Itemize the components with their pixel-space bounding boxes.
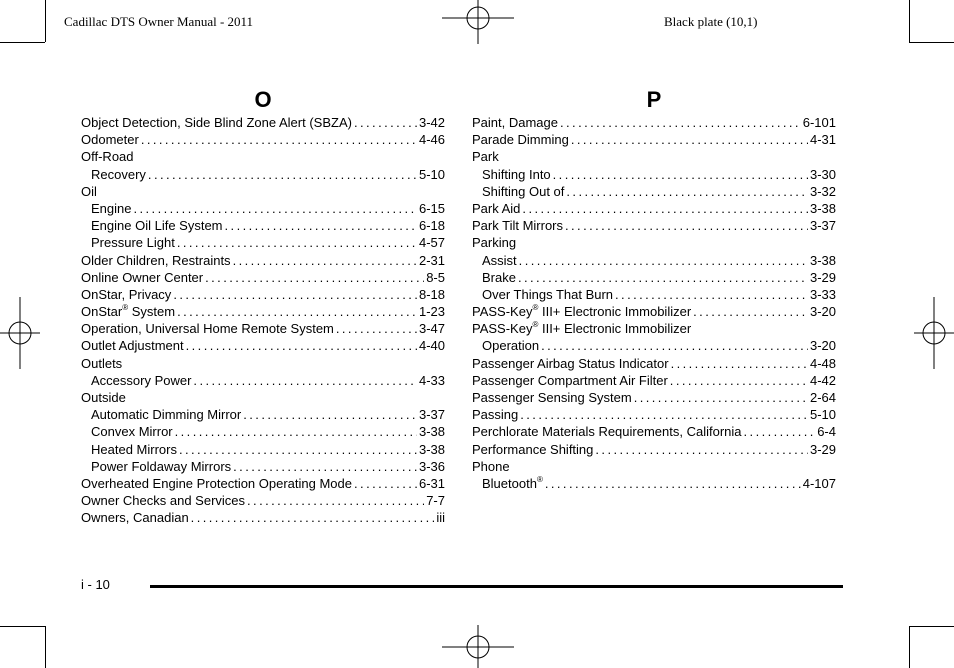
registration-mark-top bbox=[442, 0, 514, 44]
entry-name bbox=[472, 217, 563, 234]
crop-mark bbox=[0, 626, 45, 627]
entry-page-ref[interactable]: 8-5 bbox=[426, 269, 445, 285]
entry-page-ref[interactable]: 3-37 bbox=[809, 218, 836, 234]
index-entry bbox=[81, 166, 445, 183]
entry-name bbox=[91, 441, 177, 458]
entry-name bbox=[91, 166, 146, 183]
crop-mark bbox=[909, 42, 954, 43]
entry-name-text: Passenger Sensing System bbox=[472, 390, 632, 405]
entry-name bbox=[472, 406, 518, 423]
index-entry bbox=[81, 337, 445, 354]
dot-leader bbox=[141, 131, 417, 148]
index-entry bbox=[81, 269, 445, 286]
registration-mark-right bbox=[914, 297, 954, 369]
entry-name-text: Park bbox=[472, 149, 499, 165]
entry-name bbox=[81, 320, 334, 337]
dot-leader bbox=[336, 320, 417, 337]
entry-name-text: Oil bbox=[81, 183, 97, 199]
entry-name-text: Engine bbox=[91, 200, 132, 216]
entry-name-text: Automatic Dimming Mirror bbox=[91, 407, 242, 423]
entry-page-ref[interactable]: 3-38 bbox=[809, 200, 836, 216]
entry-name bbox=[482, 183, 564, 200]
crop-mark bbox=[45, 626, 46, 668]
index-entry bbox=[81, 252, 445, 269]
dot-leader bbox=[519, 252, 808, 269]
index-entry bbox=[472, 372, 836, 389]
entry-page-ref[interactable]: 6-101 bbox=[802, 115, 836, 130]
crop-mark bbox=[0, 42, 45, 43]
dot-leader bbox=[522, 200, 808, 217]
index-entry bbox=[81, 148, 445, 165]
index-entry bbox=[81, 372, 445, 389]
index-entry bbox=[472, 423, 836, 440]
index-entry bbox=[81, 303, 445, 320]
entry-name bbox=[81, 475, 352, 492]
index-entry bbox=[472, 286, 836, 303]
index-entry bbox=[472, 406, 836, 423]
index-column-o bbox=[81, 87, 445, 527]
entry-name-text: Older Children, Restraints bbox=[81, 252, 231, 268]
crop-mark bbox=[909, 626, 910, 668]
entry-name bbox=[91, 458, 231, 475]
entry-name bbox=[472, 114, 558, 131]
index-entry bbox=[81, 183, 445, 200]
entry-name bbox=[81, 148, 134, 165]
index-entry bbox=[81, 509, 445, 526]
dot-leader bbox=[744, 423, 816, 440]
entry-page-ref[interactable]: 3-20 bbox=[809, 338, 836, 354]
index-entry bbox=[472, 131, 836, 148]
index-entry bbox=[81, 475, 445, 492]
entry-page-ref[interactable]: 3-20 bbox=[809, 304, 836, 320]
entry-name bbox=[81, 337, 184, 354]
dot-leader bbox=[186, 337, 417, 354]
entry-page-ref[interactable]: 5-10 bbox=[418, 166, 445, 182]
entry-name bbox=[472, 458, 510, 475]
entry-name-text: PASS-Key bbox=[472, 304, 533, 320]
entry-page-ref[interactable]: 5-10 bbox=[809, 407, 836, 423]
entry-name bbox=[472, 372, 668, 389]
index-entry bbox=[472, 200, 836, 217]
dot-leader bbox=[233, 458, 417, 475]
index-entry bbox=[81, 423, 445, 440]
entry-page-ref[interactable]: 1-23 bbox=[418, 304, 445, 320]
section-letter-p: P bbox=[646, 87, 662, 112]
entry-page-ref[interactable]: 2-31 bbox=[418, 252, 445, 268]
entry-name-text: OnStar bbox=[81, 304, 123, 320]
index-entry bbox=[472, 269, 836, 286]
entry-name bbox=[91, 200, 131, 217]
index-entry bbox=[81, 200, 445, 217]
registered-mark: ® bbox=[532, 303, 539, 313]
index-entry bbox=[472, 458, 836, 475]
registration-mark-bottom bbox=[442, 625, 514, 668]
dot-leader bbox=[518, 269, 808, 286]
entry-name bbox=[91, 372, 191, 389]
entry-page-ref[interactable]: 3-29 bbox=[809, 269, 836, 285]
entry-name-text: Off-Road bbox=[81, 149, 134, 165]
entry-name-text: Paint, Damage bbox=[472, 115, 558, 130]
page-number: i - 10 bbox=[81, 577, 110, 592]
entry-name bbox=[91, 406, 241, 423]
entry-page-ref[interactable]: 4-40 bbox=[418, 338, 445, 354]
entry-name bbox=[482, 166, 551, 183]
entry-name bbox=[472, 320, 691, 337]
index-entry bbox=[472, 148, 836, 165]
entry-page-ref[interactable]: iii bbox=[436, 510, 445, 526]
section-letter-o: O bbox=[254, 87, 272, 112]
dot-leader bbox=[191, 509, 435, 526]
entry-name-text: Heated Mirrors bbox=[91, 441, 177, 457]
index-entry bbox=[81, 492, 445, 509]
entry-page-ref[interactable]: 3-37 bbox=[418, 407, 445, 423]
entry-name-text: PASS-Key bbox=[472, 321, 533, 337]
entry-name bbox=[81, 114, 352, 131]
entry-name-text: Bluetooth bbox=[482, 475, 537, 491]
dot-leader bbox=[354, 475, 417, 492]
index-entry bbox=[472, 303, 836, 320]
entry-name-text: Owner Checks and Services bbox=[81, 493, 246, 509]
entry-name bbox=[472, 423, 742, 440]
entry-page-ref[interactable]: 4-107 bbox=[802, 475, 836, 491]
entry-page-ref[interactable]: 7-7 bbox=[426, 493, 445, 509]
entry-name bbox=[81, 355, 122, 372]
dot-leader bbox=[566, 183, 808, 200]
entry-page-ref[interactable]: 4-46 bbox=[418, 132, 445, 148]
dot-leader bbox=[670, 372, 808, 389]
entry-page-ref[interactable]: 4-31 bbox=[809, 132, 836, 148]
dot-leader bbox=[615, 286, 808, 303]
dot-leader bbox=[179, 441, 417, 458]
dot-leader bbox=[148, 166, 417, 183]
entry-name-text: Passenger Compartment Air Filter bbox=[472, 372, 668, 388]
index-entry bbox=[472, 441, 836, 458]
dot-leader bbox=[193, 372, 417, 389]
entry-name bbox=[482, 286, 613, 303]
entry-page-ref[interactable]: 4-33 bbox=[418, 372, 445, 388]
index-entry bbox=[81, 286, 445, 303]
entry-page-ref[interactable]: 3-29 bbox=[809, 441, 836, 457]
index-entry bbox=[81, 217, 445, 234]
entry-name bbox=[472, 131, 569, 148]
entry-name-text: Online Owner Center bbox=[81, 269, 204, 285]
index-entry bbox=[472, 389, 836, 406]
entry-name-rest: III+ Electronic Immobilizer bbox=[538, 321, 692, 337]
index-list-o bbox=[81, 114, 445, 527]
entry-name-text: Convex Mirror bbox=[91, 424, 173, 440]
entry-name-text: Park Aid bbox=[472, 200, 521, 216]
dot-leader bbox=[354, 114, 417, 131]
index-entry bbox=[81, 234, 445, 251]
dot-leader bbox=[693, 303, 808, 320]
entry-page-ref[interactable]: 3-42 bbox=[418, 115, 445, 130]
dot-leader bbox=[243, 406, 417, 423]
entry-name-text: Operation bbox=[482, 338, 540, 354]
plate-label: Black plate (10,1) bbox=[664, 14, 758, 29]
entry-name-text: Object Detection, Side Blind Zone Alert (SBZA) bbox=[81, 115, 352, 130]
entry-name bbox=[482, 475, 543, 492]
entry-name-text: Power Foldaway Mirrors bbox=[91, 458, 232, 474]
crop-mark bbox=[45, 0, 46, 42]
registered-mark: ® bbox=[532, 320, 539, 330]
index-entry bbox=[81, 114, 445, 131]
index-entry bbox=[472, 252, 836, 269]
index-entry bbox=[472, 355, 836, 372]
dot-leader bbox=[247, 492, 424, 509]
dot-leader bbox=[173, 286, 417, 303]
entry-name-text: Brake bbox=[482, 269, 516, 285]
entry-name-text: Overheated Engine Protection Operating Mode bbox=[81, 475, 353, 491]
index-entry bbox=[472, 183, 836, 200]
index-entry bbox=[472, 320, 836, 337]
entry-name-text: Park Tilt Mirrors bbox=[472, 218, 563, 234]
dot-leader bbox=[595, 441, 808, 458]
entry-name bbox=[472, 148, 499, 165]
entry-name bbox=[91, 423, 173, 440]
entry-name-rest: System bbox=[128, 304, 176, 320]
registered-mark: ® bbox=[536, 474, 543, 484]
entry-name-text: Engine Oil Life System bbox=[91, 218, 223, 234]
entry-name-text: Operation, Universal Home Remote System bbox=[81, 321, 334, 337]
entry-name-text: Passenger Airbag Status Indicator bbox=[472, 355, 669, 371]
entry-page-ref[interactable]: 3-38 bbox=[418, 441, 445, 457]
dot-leader bbox=[177, 303, 417, 320]
crop-mark bbox=[909, 626, 954, 627]
entry-name bbox=[482, 269, 516, 286]
index-entry bbox=[81, 389, 445, 406]
dot-leader bbox=[205, 269, 424, 286]
entry-page-ref[interactable]: 3-33 bbox=[809, 286, 836, 302]
entry-name-rest: III+ Electronic Immobilizer bbox=[538, 304, 692, 320]
entry-page-ref[interactable]: 8-18 bbox=[418, 286, 445, 302]
entry-name bbox=[472, 355, 669, 372]
dot-leader bbox=[571, 131, 808, 148]
entry-name bbox=[81, 492, 245, 509]
entry-name-text: Odometer bbox=[81, 132, 139, 148]
entry-page-ref[interactable]: 4-57 bbox=[418, 235, 445, 251]
dot-leader bbox=[520, 406, 808, 423]
entry-name bbox=[81, 252, 231, 269]
entry-page-ref[interactable]: 3-32 bbox=[809, 183, 836, 199]
crop-mark bbox=[909, 0, 910, 42]
entry-name bbox=[482, 337, 539, 354]
index-entry bbox=[472, 475, 836, 492]
entry-name-text: Performance Shifting bbox=[472, 441, 594, 457]
index-entry bbox=[81, 441, 445, 458]
dot-leader bbox=[671, 355, 808, 372]
dot-leader bbox=[545, 475, 801, 492]
entry-page-ref[interactable]: 3-38 bbox=[809, 252, 836, 268]
entry-page-ref[interactable]: 2-64 bbox=[809, 390, 836, 405]
entry-name-text: Phone bbox=[472, 458, 510, 474]
entry-name-text: Recovery bbox=[91, 166, 146, 182]
entry-name bbox=[81, 509, 189, 526]
dot-leader bbox=[541, 337, 808, 354]
manual-title: Cadillac DTS Owner Manual - 2011 bbox=[64, 14, 254, 29]
entry-name bbox=[472, 389, 632, 406]
entry-name-text: Outside bbox=[81, 390, 126, 405]
index-entry bbox=[472, 166, 836, 183]
entry-page-ref[interactable]: 6-18 bbox=[418, 218, 445, 234]
dot-leader bbox=[225, 217, 417, 234]
index-entry bbox=[472, 337, 836, 354]
index-entry bbox=[81, 406, 445, 423]
entry-page-ref[interactable]: 3-38 bbox=[418, 424, 445, 440]
entry-name-text: Outlets bbox=[81, 355, 123, 371]
entry-name-text: Shifting Out of bbox=[482, 183, 565, 199]
entry-name bbox=[81, 389, 126, 406]
entry-page-ref[interactable]: 3-47 bbox=[418, 321, 445, 337]
entry-name-text: Owners, Canadian bbox=[81, 510, 189, 526]
entry-name-text: Parade Dimming bbox=[472, 132, 569, 148]
entry-name bbox=[81, 183, 97, 200]
dot-leader bbox=[175, 423, 417, 440]
entry-page-ref[interactable]: 3-36 bbox=[418, 458, 445, 474]
entry-name-text: Outlet Adjustment bbox=[81, 338, 184, 354]
entry-name-text: Perchlorate Materials Requirements, California bbox=[472, 424, 742, 440]
entry-name bbox=[472, 234, 516, 251]
entry-name-text: OnStar, Privacy bbox=[81, 286, 172, 302]
registered-mark: ® bbox=[122, 303, 129, 313]
entry-page-ref[interactable]: 3-30 bbox=[809, 166, 836, 182]
entry-name-text: Pressure Light bbox=[91, 235, 175, 251]
entry-name-text: Over Things That Burn bbox=[482, 286, 614, 302]
index-entry bbox=[472, 234, 836, 251]
index-entry bbox=[472, 114, 836, 131]
entry-name bbox=[472, 200, 520, 217]
entry-name bbox=[81, 303, 175, 320]
entry-name bbox=[81, 269, 203, 286]
dot-leader bbox=[233, 252, 417, 269]
entry-name bbox=[472, 303, 691, 320]
footer-rule bbox=[150, 585, 843, 588]
index-entry bbox=[81, 131, 445, 148]
entry-name bbox=[81, 131, 139, 148]
entry-name-text: Passing bbox=[472, 407, 519, 423]
entry-name bbox=[472, 441, 593, 458]
entry-name bbox=[91, 234, 175, 251]
index-entry bbox=[81, 458, 445, 475]
entry-page-ref[interactable]: 6-4 bbox=[817, 424, 836, 440]
entry-page-ref[interactable]: 4-42 bbox=[809, 372, 836, 388]
index-column-p bbox=[472, 87, 836, 492]
entry-page-ref[interactable]: 6-15 bbox=[418, 200, 445, 216]
dot-leader bbox=[560, 114, 801, 131]
registration-mark-left bbox=[0, 297, 40, 369]
entry-page-ref[interactable]: 6-31 bbox=[418, 475, 445, 491]
dot-leader bbox=[133, 200, 416, 217]
dot-leader bbox=[565, 217, 808, 234]
entry-page-ref[interactable]: 4-48 bbox=[809, 355, 836, 371]
index-entry bbox=[81, 320, 445, 337]
index-list-p bbox=[472, 114, 836, 492]
entry-name bbox=[91, 217, 223, 234]
index-entry bbox=[472, 217, 836, 234]
entry-name bbox=[81, 286, 171, 303]
dot-leader bbox=[634, 389, 808, 406]
entry-name-text: Accessory Power bbox=[91, 372, 192, 388]
dot-leader bbox=[553, 166, 808, 183]
entry-name-text: Assist bbox=[482, 252, 517, 268]
entry-name-text: Parking bbox=[472, 235, 517, 251]
dot-leader bbox=[177, 234, 417, 251]
index-entry bbox=[81, 355, 445, 372]
entry-name-text: Shifting Into bbox=[482, 166, 551, 182]
entry-name bbox=[482, 252, 517, 269]
